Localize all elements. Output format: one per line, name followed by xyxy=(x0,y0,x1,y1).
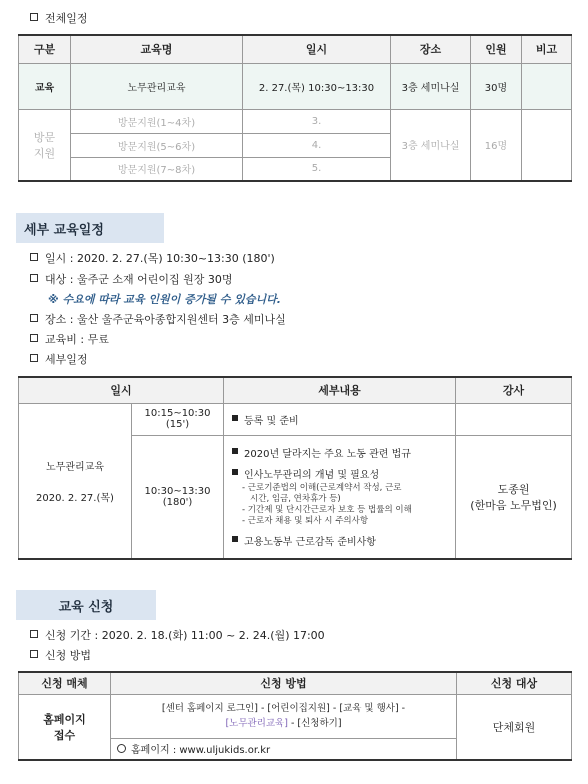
col-header-method: 신청 방법 xyxy=(111,672,457,694)
content-c: 고용노동부 근로감독 준비사항 xyxy=(244,537,376,549)
detail-section-title: 세부 교육일정 xyxy=(16,213,164,243)
visit-count: 16명 xyxy=(471,109,522,181)
apply-method-line2 xyxy=(111,716,456,731)
col-header-category: 구분 xyxy=(19,35,71,63)
table-row xyxy=(19,694,572,738)
circle-bullet-icon xyxy=(117,744,126,753)
slot2-time-cell xyxy=(132,435,224,559)
overall-heading: 전체일정 xyxy=(30,10,88,26)
course-cell xyxy=(19,403,132,559)
overall-schedule-table xyxy=(18,34,572,182)
instructor-name: 도종원 xyxy=(497,482,530,496)
slot1-time-cell xyxy=(132,403,224,435)
square-bullet-icon xyxy=(30,650,38,658)
content-a: 2020년 달라지는 주요 노동 관련 법규 xyxy=(244,449,411,461)
apply-section-title: 교육 신청 xyxy=(16,590,156,620)
apply-method-line1: [센터 홈페이지 로그인] - [어린이집지원] - [교육 및 행사] - xyxy=(161,703,406,714)
square-bullet-icon xyxy=(30,314,38,322)
col-header-datetime: 일시 xyxy=(243,35,391,63)
detail-item-fee: 교육비 : 무료 xyxy=(30,331,109,347)
course-link: [노무관리교육] xyxy=(225,718,288,729)
content-b-sub3: - 근로자 채용 및 퇴사 시 주의사항 xyxy=(242,516,369,527)
slot1-content-cell xyxy=(224,403,456,435)
edu-category: 교육 xyxy=(19,63,71,109)
col-header-count: 인원 xyxy=(471,35,522,63)
visit-name-3: 방문지원(7~8차) xyxy=(71,157,243,181)
instructor-org: (한마음 노무법인) xyxy=(470,498,557,512)
square-bullet-icon xyxy=(30,630,38,638)
capacity-notice: ※ 수요에 따라 교육 인원이 증가될 수 있습니다. xyxy=(48,293,281,306)
apply-method-cell xyxy=(111,694,457,738)
col-header-instructor: 강사 xyxy=(456,377,572,403)
square-bullet-icon xyxy=(30,354,38,362)
apply-medium: 홈페이지 접수 xyxy=(19,694,111,760)
visit-category: 방문 지원 xyxy=(19,109,71,181)
visit-place: 3층 세미나실 xyxy=(391,109,471,181)
detail-item-place: 장소 : 울산 울주군육아종합지원센터 3층 세미나실 xyxy=(30,311,286,327)
slot1-duration: (15') xyxy=(165,419,190,430)
apply-method-tail: - [신청하기] xyxy=(287,718,342,729)
bullet-square-icon xyxy=(232,448,238,454)
apply-table xyxy=(18,671,572,761)
course-name: 노무관리교육 xyxy=(46,461,104,473)
instructor-cell xyxy=(456,435,572,559)
visit-date-1: 3. xyxy=(243,109,391,133)
col-header-name: 교육명 xyxy=(71,35,243,63)
col-header-content: 세부내용 xyxy=(224,377,456,403)
visit-name-2: 방문지원(5~6차) xyxy=(71,133,243,157)
detail-item-datetime: 일시 : 2020. 2. 27.(목) 10:30~13:30 (180') xyxy=(30,250,275,266)
content-b-sub1: - 근로기준법의 이해(근로계약서 작성, 근로 xyxy=(242,483,402,494)
col-header-target: 신청 대상 xyxy=(457,672,572,694)
square-bullet-icon xyxy=(30,13,38,21)
visit-date-3: 5. xyxy=(243,157,391,181)
apply-item-method: 신청 방법 xyxy=(30,647,91,663)
homepage-url: 홈페이지 : www.uljukids.or.kr xyxy=(131,745,271,757)
slot1-content: 등록 및 준비 xyxy=(244,415,299,427)
homepage-cell xyxy=(111,738,457,760)
table-row xyxy=(19,403,572,435)
content-b-sub2: - 기간제 및 단시간근로자 보호 등 법률의 이해 xyxy=(242,505,412,516)
square-bullet-icon xyxy=(30,274,38,282)
detail-item-schedule: 세부일정 xyxy=(30,351,88,367)
apply-item-period: 신청 기간 : 2020. 2. 18.(화) 11:00 ~ 2. 24.(월) 17:00 xyxy=(30,627,325,643)
slot1-time: 10:15~10:30 xyxy=(144,408,211,419)
slot2-time: 10:30~13:30 xyxy=(144,485,211,497)
slot2-content-cell xyxy=(224,435,456,559)
edu-note xyxy=(522,63,572,109)
slot1-instructor xyxy=(456,403,572,435)
col-header-note: 비고 xyxy=(522,35,572,63)
edu-count: 30명 xyxy=(471,63,522,109)
bullet-square-icon xyxy=(232,469,238,475)
col-header-datetime: 일시 xyxy=(19,377,224,403)
apply-target: 단체회원 xyxy=(457,694,572,760)
col-header-medium: 신청 매체 xyxy=(19,672,111,694)
edu-datetime: 2. 27.(목) 10:30~13:30 xyxy=(243,63,391,109)
visit-name-1: 방문지원(1~4차) xyxy=(71,109,243,133)
table-row xyxy=(19,109,572,133)
content-b-sub1b: 시간, 임금, 연차휴가 등) xyxy=(250,494,341,505)
detail-item-target: 대상 : 울주군 소재 어린이집 원장 30명 xyxy=(30,271,232,287)
slot2-duration: (180') xyxy=(162,496,193,508)
table-row xyxy=(19,63,572,109)
content-b: 인사노무관리의 개념 및 필요성 xyxy=(244,470,380,482)
square-bullet-icon xyxy=(30,253,38,261)
visit-date-2: 4. xyxy=(243,133,391,157)
square-bullet-icon xyxy=(30,334,38,342)
col-header-place: 장소 xyxy=(391,35,471,63)
edu-place: 3층 세미나실 xyxy=(391,63,471,109)
edu-name: 노무관리교육 xyxy=(71,63,243,109)
visit-note xyxy=(522,109,572,181)
course-date: 2020. 2. 27.(목) xyxy=(36,492,114,504)
bullet-square-icon xyxy=(232,415,238,421)
bullet-square-icon xyxy=(232,536,238,542)
detail-schedule-table xyxy=(18,376,572,560)
